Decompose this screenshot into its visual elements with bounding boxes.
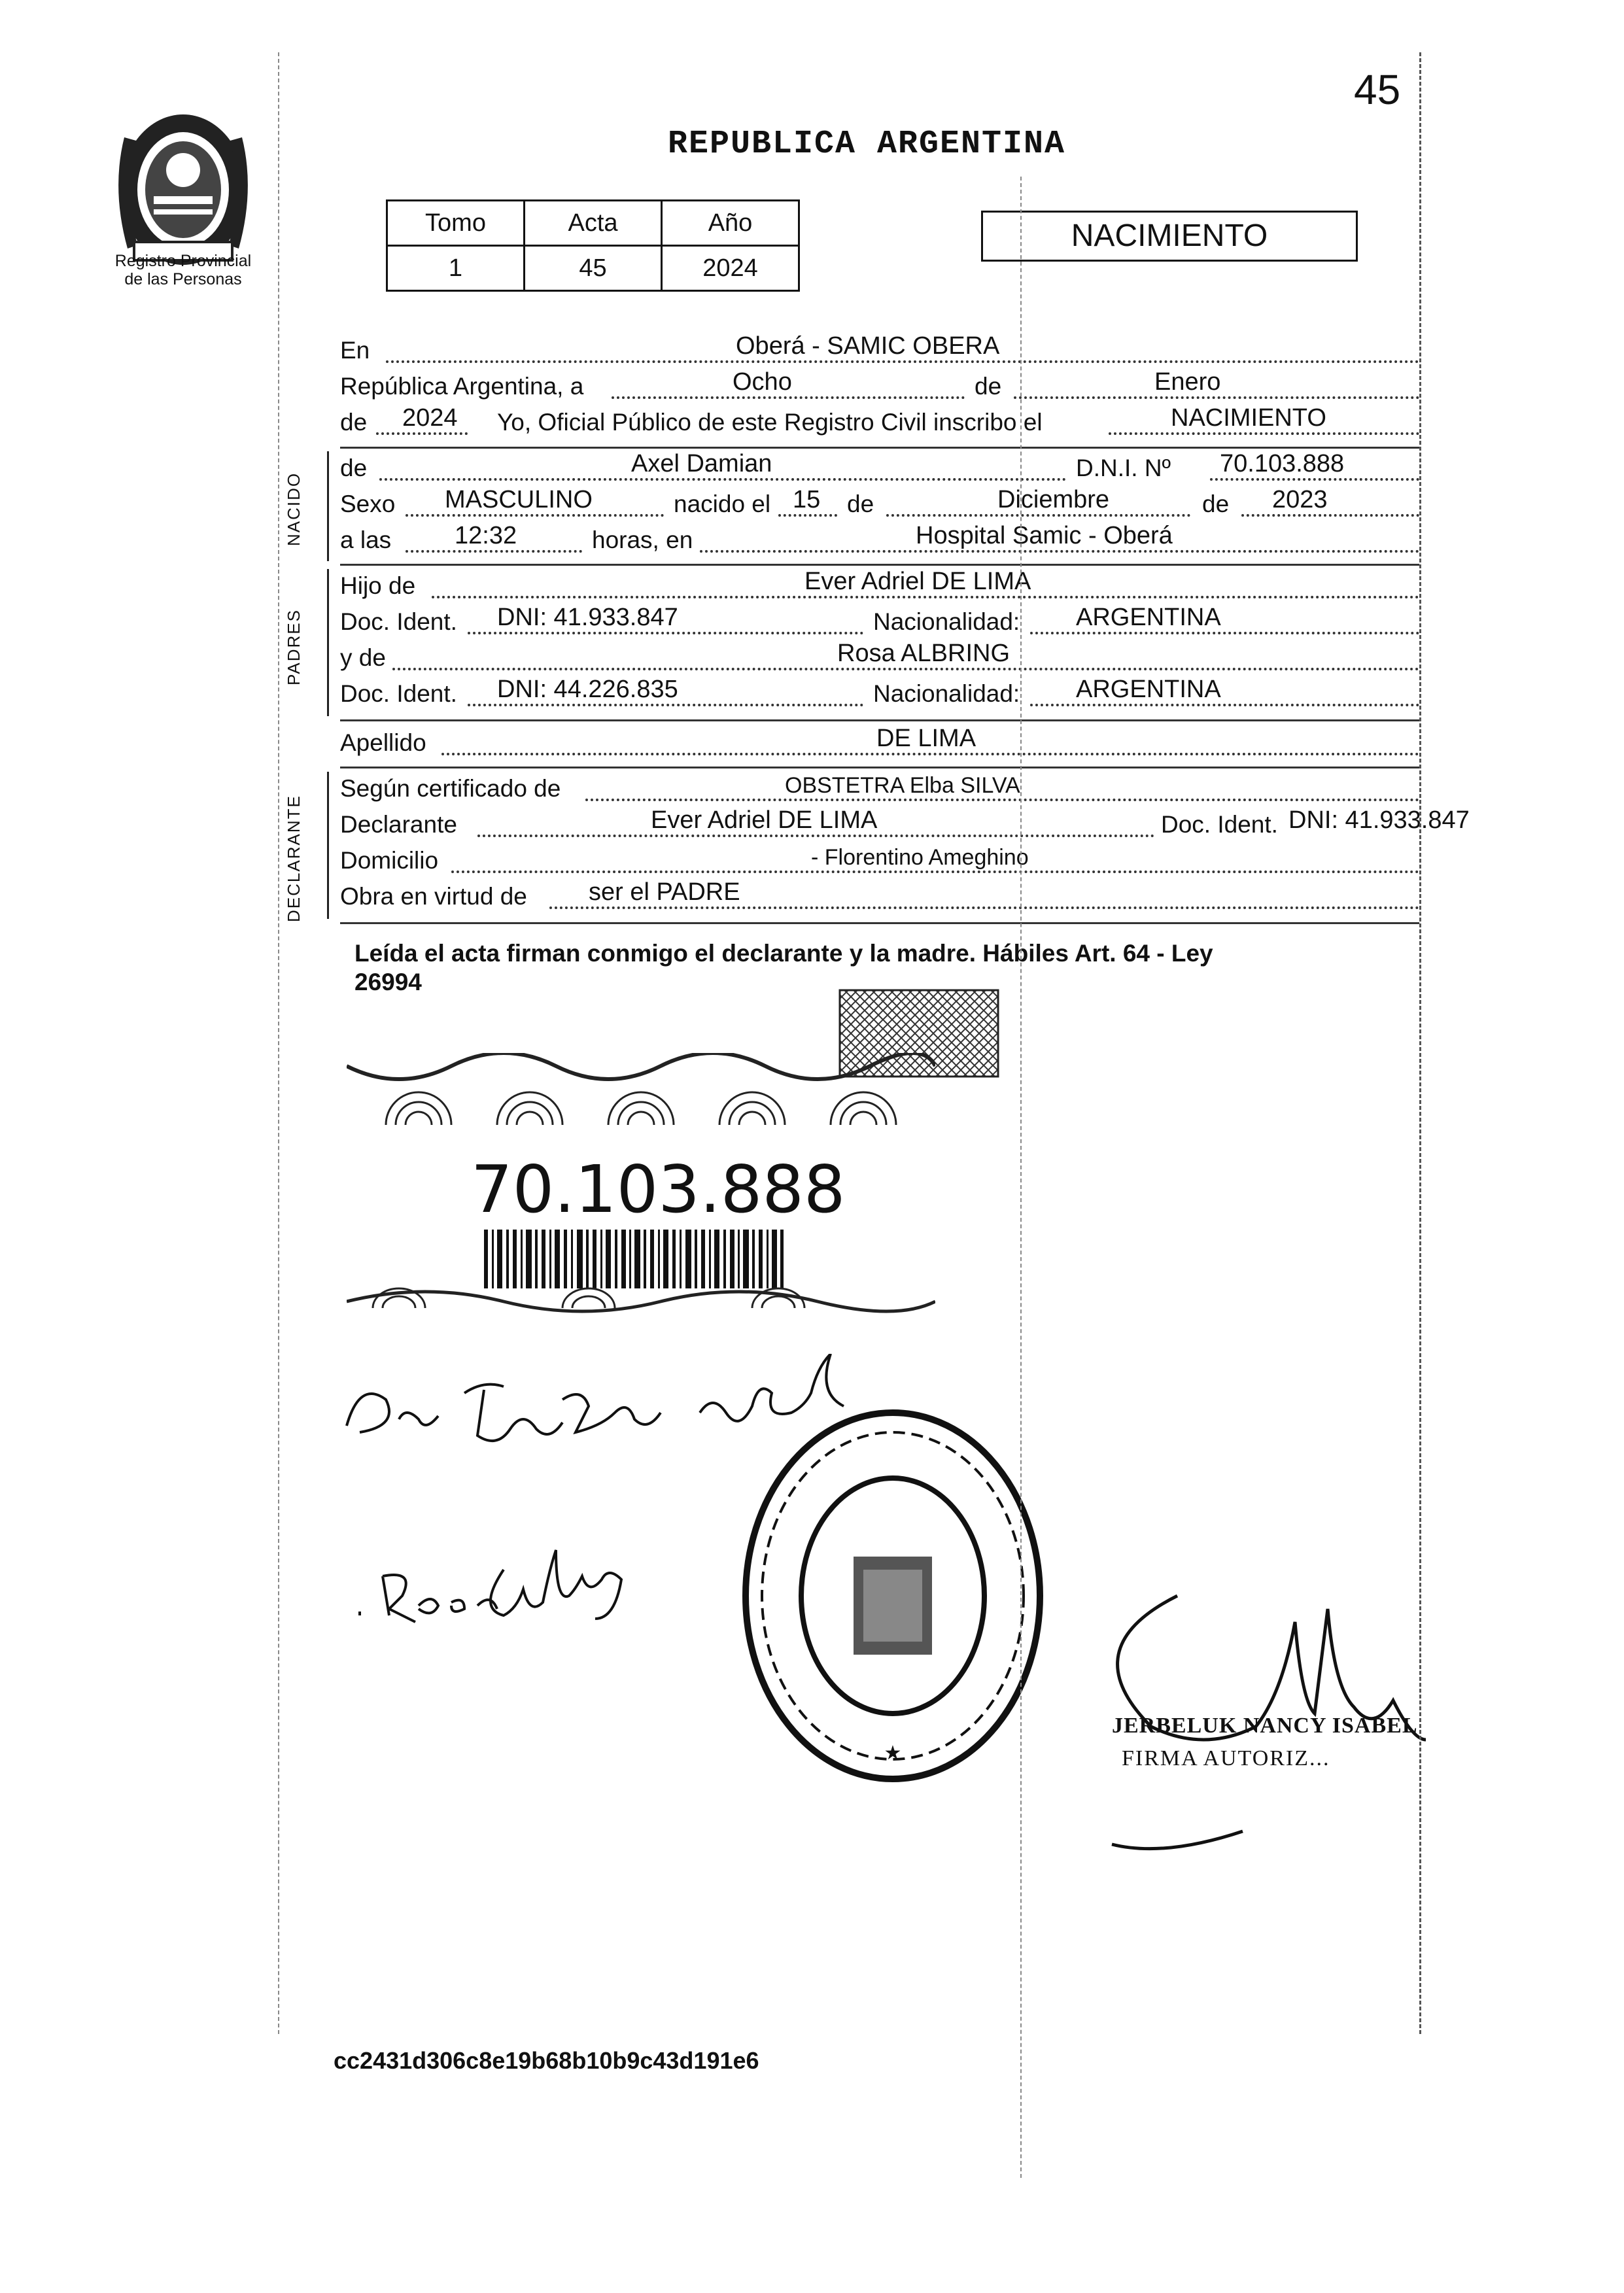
value-birth-day: 15 xyxy=(793,486,821,513)
value-father: Ever Adriel DE LIMA xyxy=(804,568,1031,595)
emblem-caption-line2: de las Personas xyxy=(124,270,242,288)
value-place: Oberá - SAMIC OBERA xyxy=(736,332,1000,360)
dotted-line xyxy=(612,396,965,399)
value-day: Ocho xyxy=(733,368,792,396)
document-hash: cc2431d306c8e19b68b10b9c43d191e6 xyxy=(334,2047,759,2074)
dotted-line xyxy=(406,514,664,517)
label-nacionalidad: Nacionalidad: xyxy=(873,680,1020,707)
table-header-row xyxy=(387,201,799,246)
fold-line xyxy=(1020,177,1022,2178)
dotted-line xyxy=(778,514,837,517)
dotted-line xyxy=(1241,514,1419,517)
table-row xyxy=(387,246,799,291)
dotted-line xyxy=(376,432,468,435)
dotted-line xyxy=(1014,396,1419,399)
dotted-line xyxy=(386,360,1419,363)
official-signature-icon xyxy=(1099,1557,1465,1857)
value-time: 12:32 xyxy=(455,522,517,549)
dotted-line xyxy=(432,596,1419,598)
value-month: Enero xyxy=(1154,368,1221,396)
divider xyxy=(340,447,1419,449)
section-bracket xyxy=(327,569,329,716)
section-nacido: NACIDO xyxy=(284,472,303,546)
dotted-line xyxy=(1109,432,1419,435)
label-segun: Según certificado de xyxy=(340,775,561,802)
value-birth-month: Diciembre xyxy=(997,486,1110,513)
dotted-line xyxy=(700,550,1419,553)
section-padres: PADRES xyxy=(284,609,303,685)
header-tomo: Tomo xyxy=(387,201,525,246)
dotted-line xyxy=(1030,704,1419,706)
value-mother-doc: DNI: 44.226.835 xyxy=(497,676,678,703)
section-bracket xyxy=(327,451,329,561)
official-seal-icon xyxy=(739,1406,1046,1785)
line-certificate xyxy=(340,772,1419,808)
line-address xyxy=(340,844,1419,880)
value-mother-nat: ARGENTINA xyxy=(1076,676,1221,703)
dotted-line xyxy=(451,871,1419,873)
header-acta: Acta xyxy=(525,201,662,246)
value-certificate: OBSTETRA Elba SILVA xyxy=(785,773,1020,798)
label-de: de xyxy=(975,373,1002,400)
label-sexo: Sexo xyxy=(340,491,396,517)
scan-edge-line xyxy=(278,52,279,2034)
line-father xyxy=(340,569,1419,605)
value-sex: MASCULINO xyxy=(445,486,593,513)
value-dni: 70.103.888 xyxy=(1220,450,1345,477)
value-tomo: 1 xyxy=(387,246,525,291)
divider xyxy=(340,719,1419,721)
label-nacionalidad: Nacionalidad: xyxy=(873,608,1020,635)
value-declarant: Ever Adriel DE LIMA xyxy=(651,806,878,834)
value-year: 2024 xyxy=(402,404,458,432)
guilloche-band-icon xyxy=(347,1262,935,1315)
document-title: REPUBLICA ARGENTINA xyxy=(667,126,1066,163)
act-type-box: NACIMIENTO xyxy=(981,211,1358,262)
value-anio: 2024 xyxy=(662,246,799,291)
legal-text-law: 26994 xyxy=(354,969,422,995)
dotted-line xyxy=(406,550,582,553)
line-surname xyxy=(340,726,1419,762)
value-address: - Florentino Ameghino xyxy=(811,845,1029,870)
label-de-name: de xyxy=(340,455,368,481)
value-by-virtue: ser el PADRE xyxy=(589,878,740,906)
dotted-line xyxy=(1030,632,1419,634)
value-surname: DE LIMA xyxy=(876,725,976,752)
official-name: JERBELUK NANCY ISABEL xyxy=(1112,1714,1418,1738)
line-by-virtue xyxy=(340,880,1419,916)
dotted-line xyxy=(886,514,1190,517)
emblem-caption xyxy=(78,252,288,288)
line-name xyxy=(340,451,1419,487)
divider xyxy=(340,922,1419,924)
value-act: NACIMIENTO xyxy=(1171,404,1326,432)
line-declarant xyxy=(340,806,1470,844)
official-signature-label: FIRMA AUTORIZ... xyxy=(1122,1746,1330,1770)
value-birth-year: 2023 xyxy=(1272,486,1328,513)
value-mother: Rosa ALBRING xyxy=(837,640,1010,667)
label-a-las: a las xyxy=(340,526,392,553)
label-domicilio: Domicilio xyxy=(340,847,439,874)
label-obra: Obra en virtud de xyxy=(340,883,527,910)
guilloche-band-icon xyxy=(347,1053,935,1131)
label-doc-ident: Doc. Ident. xyxy=(340,608,457,635)
value-name: Axel Damian xyxy=(631,450,772,477)
label-apellido: Apellido xyxy=(340,729,426,756)
dotted-line xyxy=(379,478,1066,481)
line-sex xyxy=(340,487,1419,523)
line-mother-doc xyxy=(340,677,1419,713)
divider xyxy=(340,767,1419,768)
dotted-line xyxy=(441,753,1419,755)
dotted-line xyxy=(585,799,1419,801)
label-de-month: de xyxy=(847,491,874,517)
label-doc-ident: Doc. Ident. xyxy=(1161,811,1278,838)
dotted-line xyxy=(468,632,863,634)
scan-edge-line xyxy=(1419,52,1421,2034)
label-de-year: de xyxy=(340,409,368,436)
registry-table xyxy=(386,199,800,292)
label-y-de: y de xyxy=(340,644,386,671)
page-number: 45 xyxy=(1354,66,1401,113)
svg-text:★: ★ xyxy=(884,1742,902,1765)
section-bracket xyxy=(327,772,329,919)
barcode-number: 70.103.888 xyxy=(471,1151,846,1228)
line-en xyxy=(340,334,1419,370)
label-hijo-de: Hijo de xyxy=(340,572,416,599)
dotted-line xyxy=(392,668,1419,670)
value-birth-place: Hospital Samic - Oberá xyxy=(916,522,1173,549)
label-horas: horas, en xyxy=(592,526,693,553)
dotted-line xyxy=(477,835,1154,837)
label-doc-ident: Doc. Ident. xyxy=(340,680,457,707)
dotted-line xyxy=(468,704,863,706)
label-republica: República Argentina, a xyxy=(340,373,584,400)
emblem-caption-line1: Registro Provincial xyxy=(114,252,252,270)
label-de-birthyear: de xyxy=(1202,491,1230,517)
line-republica xyxy=(340,370,1419,405)
label-declarante: Declarante xyxy=(340,811,457,838)
label-nacido: nacido el xyxy=(674,491,771,517)
mother-signature-icon xyxy=(353,1543,628,1635)
header-anio: Año xyxy=(662,201,799,246)
line-time xyxy=(340,523,1419,559)
dotted-line xyxy=(1210,478,1419,481)
divider xyxy=(340,564,1419,566)
label-yo: Yo, Oficial Público de este Registro Civil inscribo el xyxy=(497,409,1043,436)
legal-text: Leída el acta firman conmigo el declarante y la madre. Hábiles Art. 64 - Ley xyxy=(354,940,1213,967)
label-en: En xyxy=(340,337,370,364)
value-declarant-doc: DNI: 41.933.847 xyxy=(1288,806,1470,834)
section-declarante: DECLARANTE xyxy=(284,795,303,922)
value-father-nat: ARGENTINA xyxy=(1076,604,1221,631)
line-father-doc xyxy=(340,605,1419,641)
line-mother xyxy=(340,641,1419,677)
line-year xyxy=(340,405,1419,441)
value-father-doc: DNI: 41.933.847 xyxy=(497,604,678,631)
value-acta: 45 xyxy=(525,246,662,291)
label-dni: D.N.I. Nº xyxy=(1076,455,1171,481)
dotted-line xyxy=(549,906,1419,909)
